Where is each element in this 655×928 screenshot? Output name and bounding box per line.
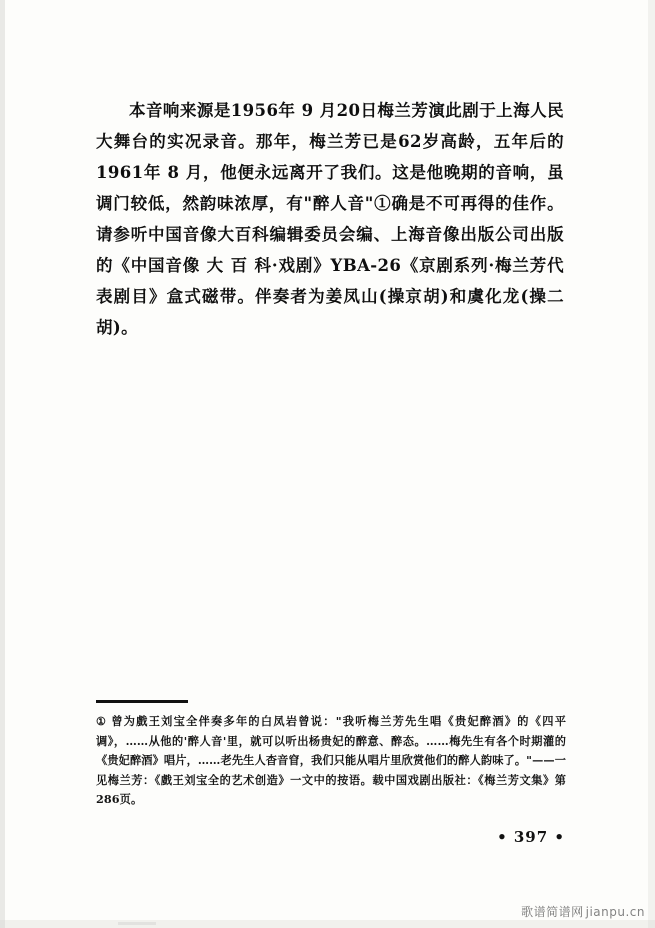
page-body [96, 78, 564, 359]
footnote-marker: ① [96, 714, 108, 728]
page-edge-artifact-right [648, 0, 655, 928]
page-number: • 397 • [497, 828, 565, 846]
footnote-text: 曾为戲王刘宝全伴奏多年的白凤岩曾说："我听梅兰芳先生唱《贵妃醉酒》的《四平调》，……从他的'醉人音'里，就可以听出杨贵妃的醉意、醉态。……梅先生有各个时期灌的《贵妃醉酒》唱片，……老先生人杳音窅，我们只能从唱片里欣赏他们的醉人韵味了。"——一见梅兰芳：《戲王刘宝全的艺术创造》一文中的按语。载中国戏剧出版社：《梅兰芳文集》第286页。 [96, 714, 566, 806]
page-edge-artifact-mark [118, 922, 156, 925]
watermark [521, 903, 645, 920]
footnote-block [96, 700, 566, 810]
watermark-label: 歌谱简谱网 [521, 905, 584, 919]
body-paragraph: 本音响来源是1956年 9 月20日梅兰芳演此剧于上海人民大舞台的实况录音。那年，梅兰芳已是62岁高龄，五年后的1961年 8 月，他便永远离开了我们。这是他晚期的音响，虽调门较低，然韵味浓厚，有"醉人音"①确是不可再得的佳作。请参听中国音像大百科编辑委员会编、上海音像出版公司出版的《中国音像 大 百 科·戏剧》YBA-26《京剧系列·梅兰芳代表剧目》盒式磁带。伴奏者为姜凤山(操京胡)和虞化龙(操二胡)。 [96, 100, 564, 337]
page-edge-artifact-left [0, 0, 5, 928]
watermark-site: jianpu.cn [585, 905, 645, 919]
page-edge-artifact-bottom [0, 920, 655, 928]
footnote-text-wrapper [96, 712, 566, 810]
footnote-separator-rule [96, 700, 188, 703]
